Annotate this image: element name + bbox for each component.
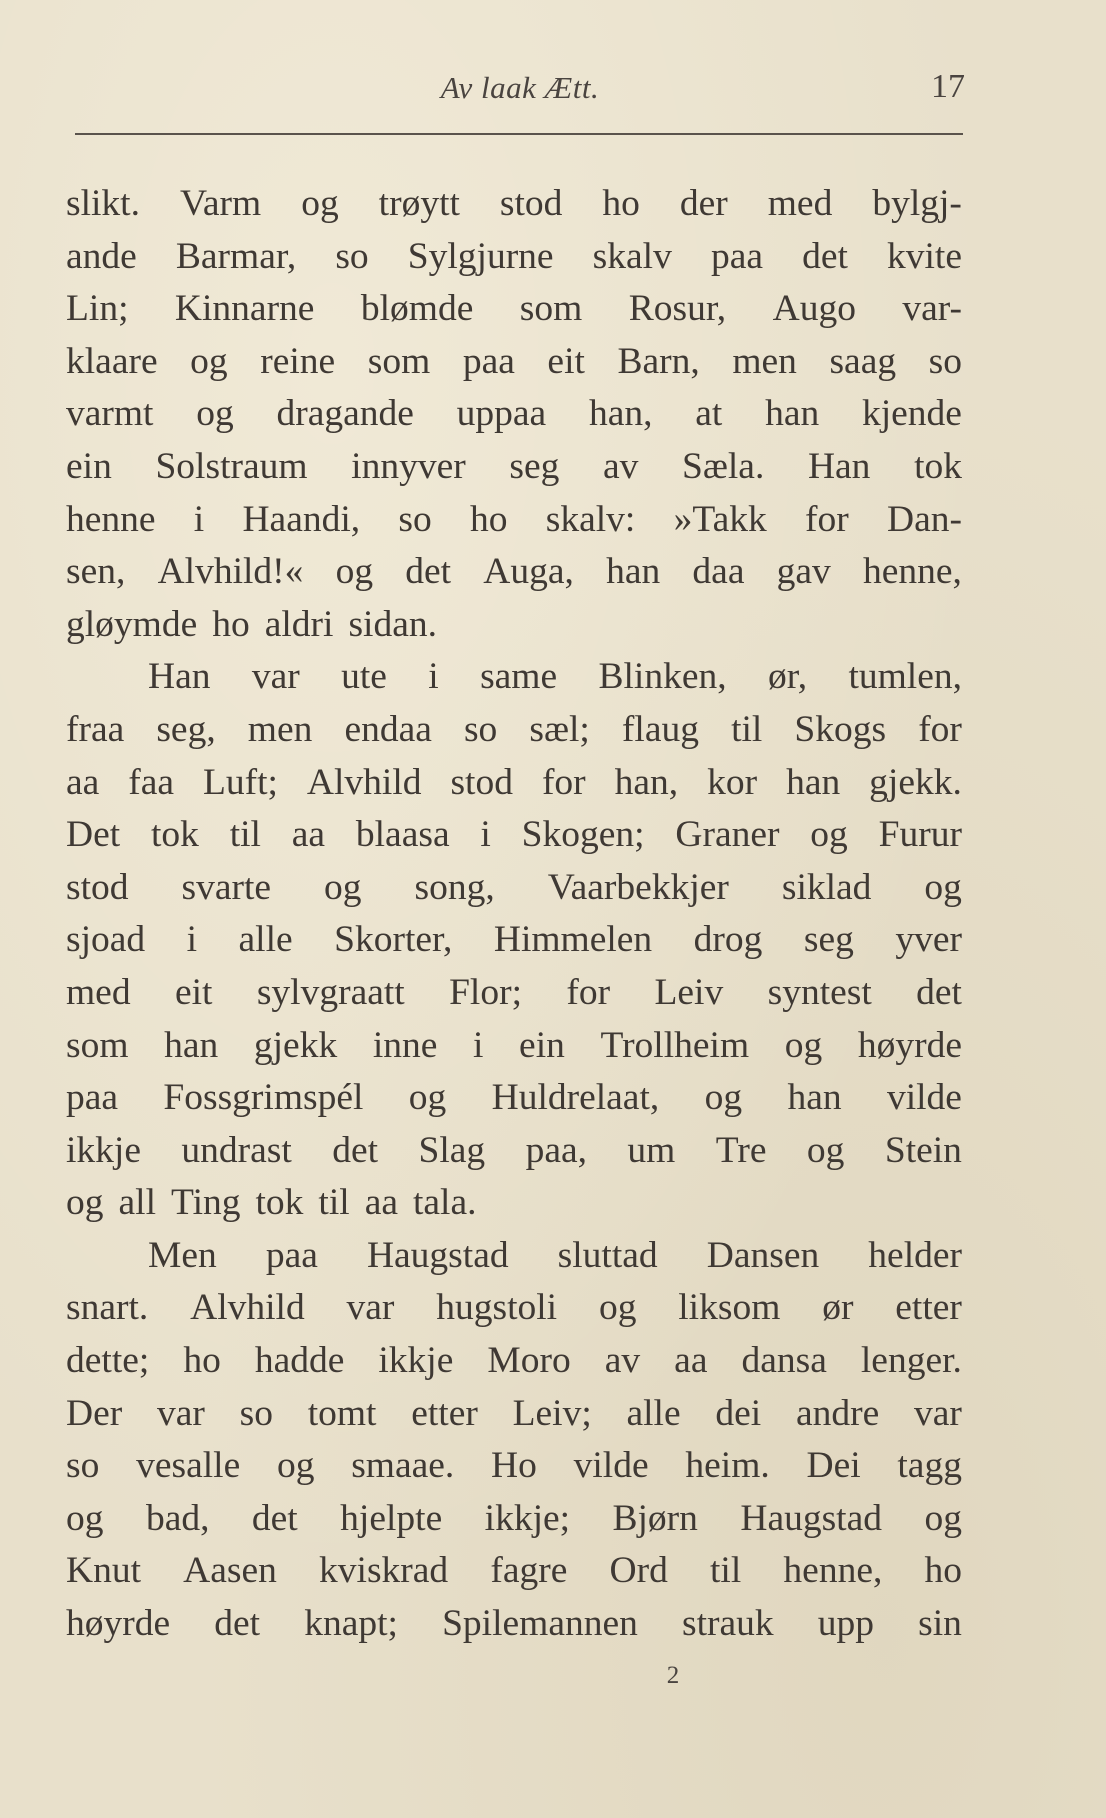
body-text — [66, 178, 962, 1651]
text-line: Der var so tomt etter Leiv; alle dei andre var — [66, 1392, 962, 1434]
text-line: henne i Haandi, so ho skalv: »Takk for Dan- — [66, 498, 962, 540]
text-line: og all Ting tok til aa tala. — [66, 1182, 477, 1224]
text-line: Knut Aasen kviskrad fagre Ord til henne, ho — [66, 1550, 962, 1592]
text-line: ein Solstraum innyver seg av Sæla. Han tok — [66, 445, 962, 487]
text-line: stod svarte og song, Vaarbekkjer siklad og — [66, 866, 962, 908]
page-header — [75, 70, 965, 110]
text-line: og bad, det hjelpte ikkje; Bjørn Haugstad og — [66, 1497, 962, 1539]
text-line: dette; ho hadde ikkje Moro av aa dansa lenger. — [66, 1340, 962, 1382]
text-line: Lin; Kinnarne blømde som Rosur, Augo var- — [66, 288, 962, 330]
text-line: snart. Alvhild var hugstoli og liksom ør etter — [66, 1287, 962, 1329]
text-line: Det tok til aa blaasa i Skogen; Graner og Furur — [66, 814, 962, 856]
signature-mark: 2 — [666, 1662, 680, 1689]
text-line: klaare og reine som paa eit Barn, men saag so — [66, 340, 962, 382]
text-line: sjoad i alle Skorter, Himmelen drog seg yver — [66, 919, 962, 961]
text-line: gløymde ho aldri sidan. — [66, 603, 438, 645]
text-line: paa Fossgrimspél og Huldrelaat, og han vilde — [66, 1077, 962, 1119]
text-line: med eit sylvgraatt Flor; for Leiv syntest det — [66, 971, 962, 1013]
text-line: slikt. Varm og trøytt stod ho der med bylgj- — [66, 183, 962, 224]
text-line: som han gjekk inne i ein Trollheim og høyrde — [66, 1024, 962, 1066]
header-rule — [75, 133, 963, 135]
text-line: aa faa Luft; Alvhild stod for han, kor han gjekk. — [66, 761, 962, 803]
running-title: Av laak Ætt. — [440, 70, 600, 105]
text-line: Han var ute i same Blinken, ør, tumlen, — [148, 656, 962, 698]
page-number: 17 — [931, 68, 965, 105]
text-line: varmt og dragande uppaa han, at han kjende — [66, 393, 962, 435]
text-line: fraa seg, men endaa so sæl; flaug til Skogs for — [66, 708, 962, 750]
text-line: Men paa Haugstad sluttad Dansen helder — [148, 1234, 962, 1276]
text-line: so vesalle og smaae. Ho vilde heim. Dei tagg — [66, 1445, 962, 1487]
text-line: sen, Alvhild!« og det Auga, han daa gav henne, — [66, 551, 962, 593]
text-line: ande Barmar, so Sylgjurne skalv paa det kvite — [66, 235, 962, 277]
text-line: høyrde det knapt; Spilemannen strauk upp sin — [66, 1603, 962, 1645]
text-line: ikkje undrast det Slag paa, um Tre og Stein — [66, 1129, 962, 1171]
